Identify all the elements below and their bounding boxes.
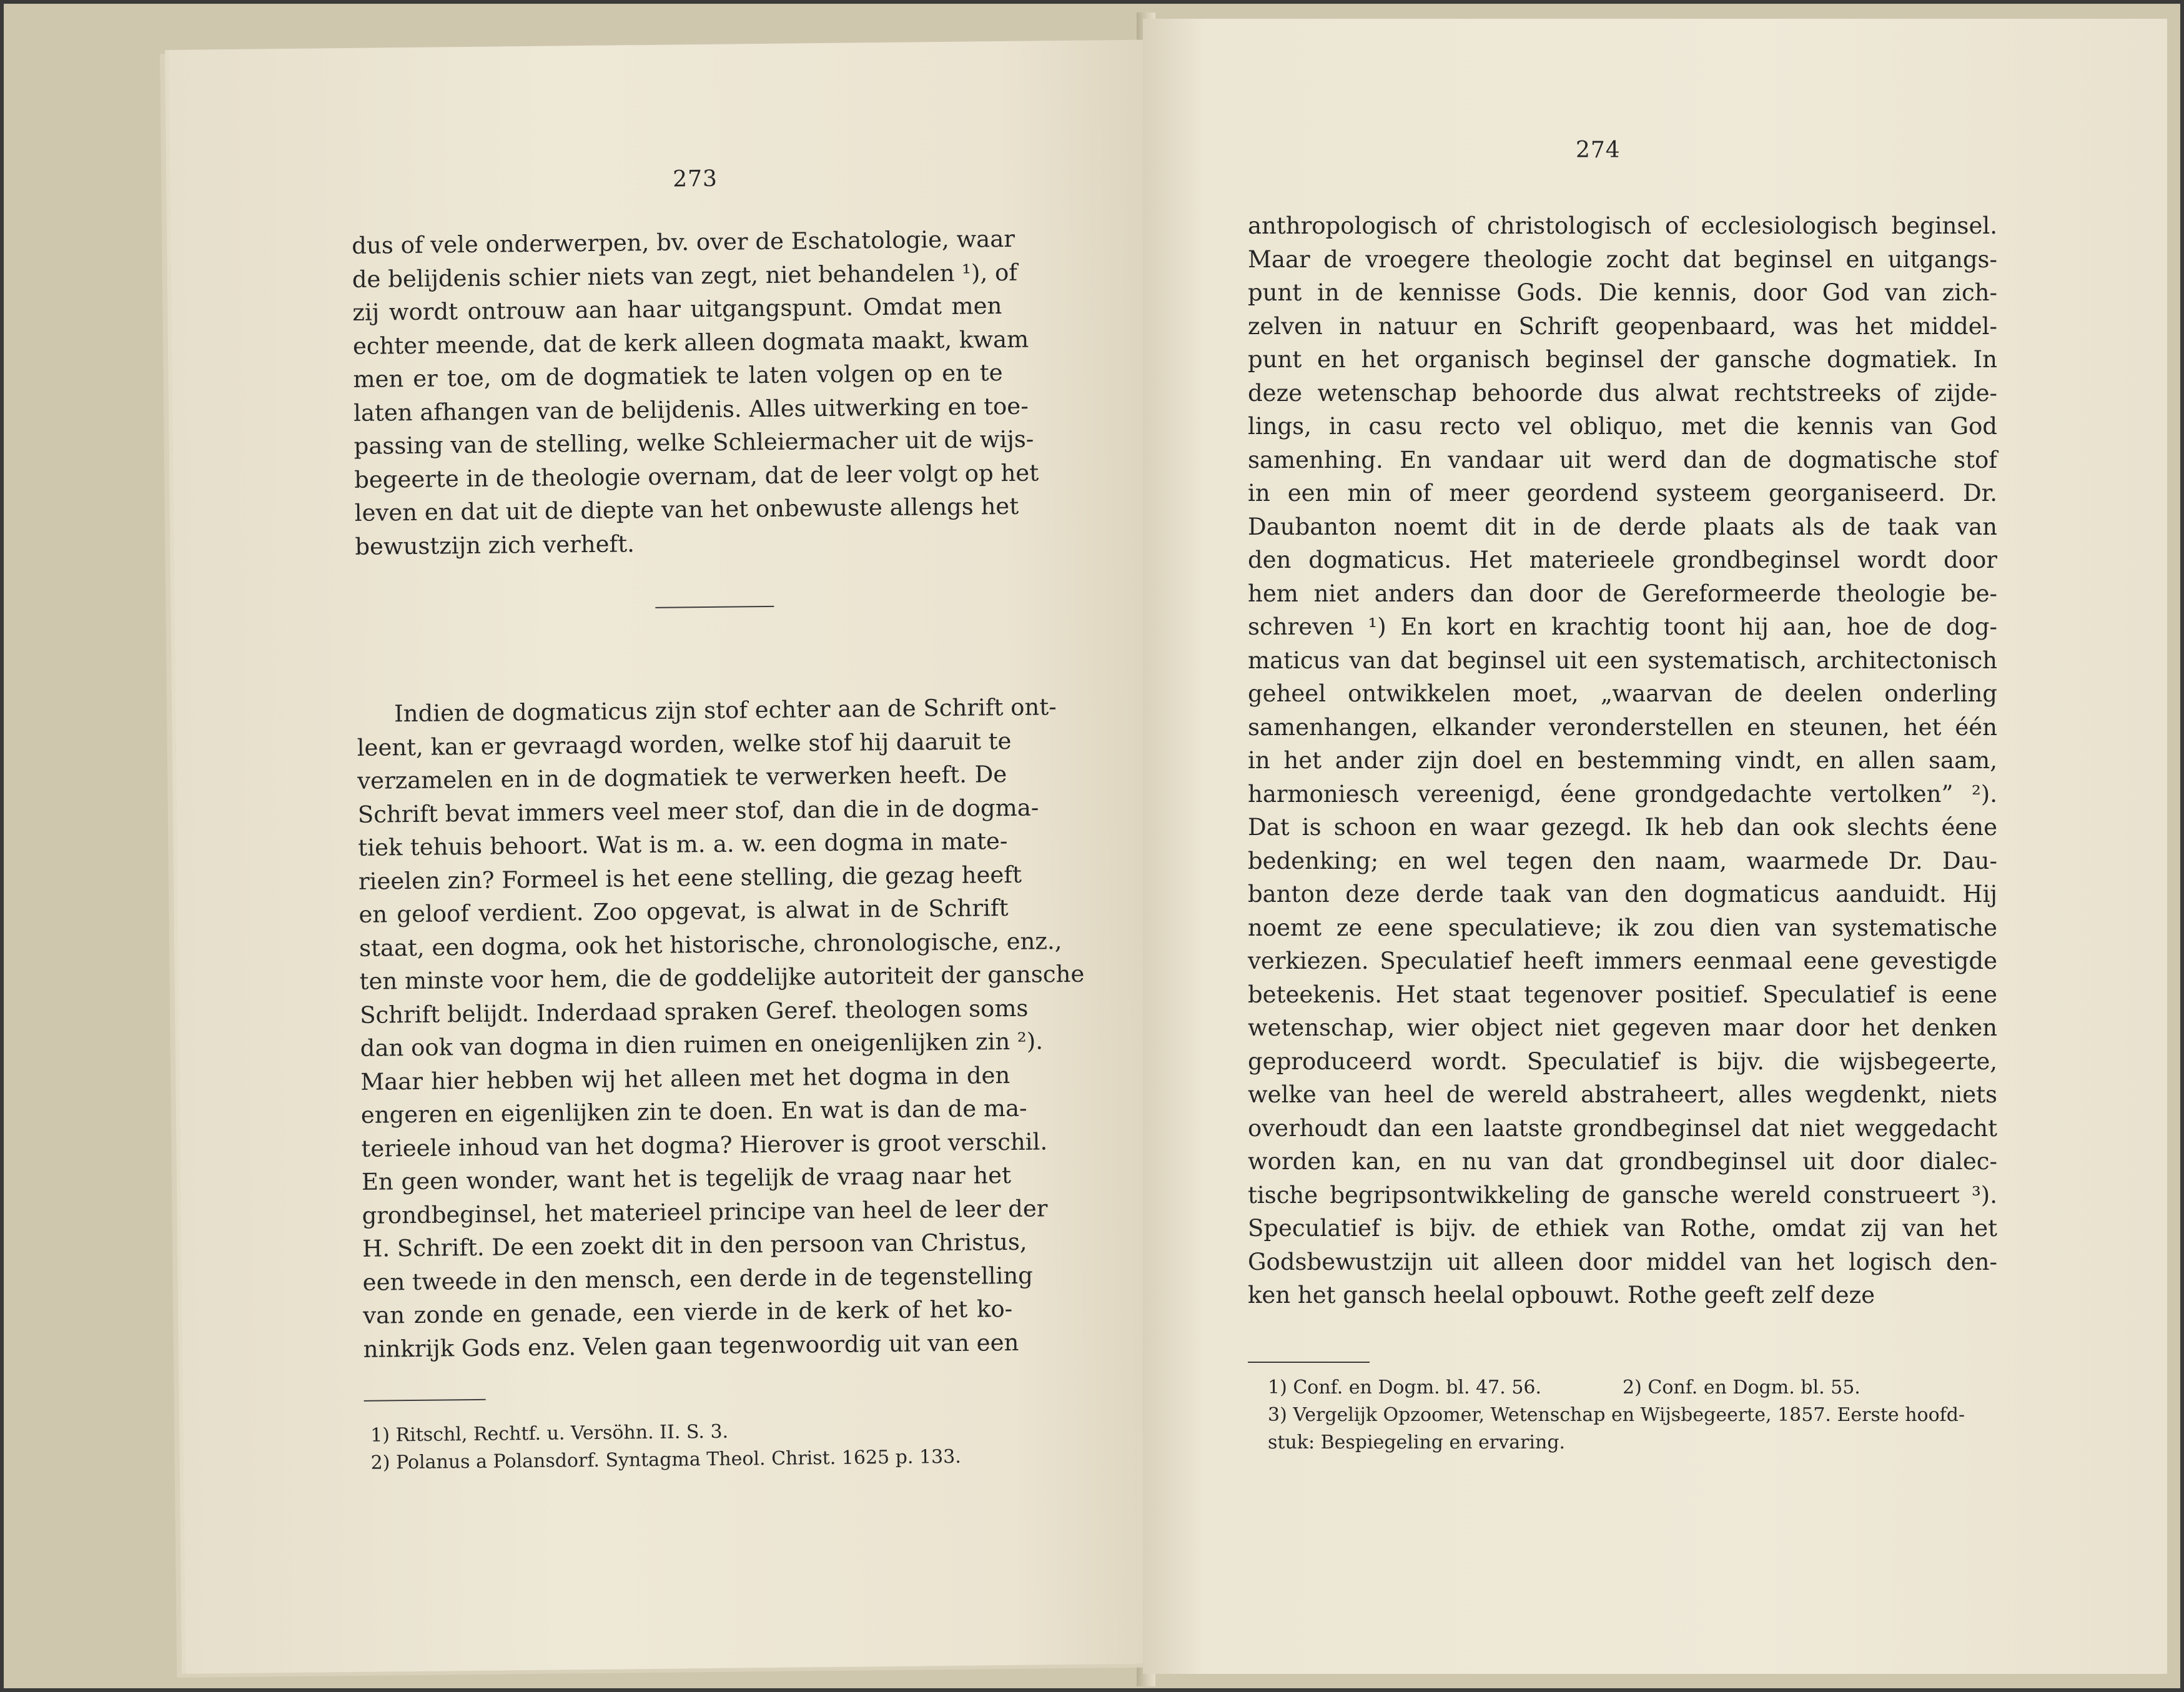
text-line: dus of vele onderwerpen, bv. over de Eschatologie, waar	[352, 225, 1015, 259]
footnote-rule-left	[364, 1399, 486, 1402]
text-line: punt en het organisch beginsel der gansche dogmatiek. In	[1248, 346, 1997, 373]
text-line: passing van de stelling, welke Schleiermacher uit de wijs-	[353, 425, 1034, 460]
text-line: worden kan, en nu van dat grondbeginsel uit door dialec-	[1248, 1148, 1997, 1175]
text-line: dan ook van dogma in dien ruimen en oneigenlijken zin ²).	[360, 1027, 1044, 1062]
text-line: Dat is schoon en waar gezegd. Ik heb dan ook slechts éene	[1248, 814, 1997, 841]
right-page	[1143, 19, 2167, 1674]
left-paragraph-1	[352, 222, 1039, 563]
text-line: noemt ze eene speculatieve; ik zou dien van systematische	[1248, 914, 1997, 941]
text-line: Schrift belijdt. Inderdaad spraken Geref. theologen soms	[359, 994, 1029, 1029]
text-line: rieelen zin? Formeel is het eene stelling, die gezag heeft	[358, 861, 1022, 895]
text-line: leven en dat uit de diepte van het onbewuste allengs het	[354, 492, 1019, 527]
text-line: de belijdenis schier niets van zegt, niet behandelen ¹), of	[352, 259, 1018, 293]
text-line: den dogmaticus. Het materieele grondbeginsel wordt door	[1248, 547, 1997, 573]
text-line: samenhing. En vandaar uit werd dan de dogmatische stof	[1248, 446, 1997, 473]
text-line: verzamelen en in de dogmatiek te verwerken heeft. De	[357, 761, 1007, 794]
text-line: in een min of meer geordend systeem georganiseerd. Dr.	[1248, 480, 1997, 507]
footnote-2: 2) Conf. en Dogm. bl. 55.	[1623, 1377, 1860, 1398]
footnote: 1) Ritschl, Rechtf. u. Versöhn. II. S. 3.	[370, 1420, 729, 1447]
text-line: terieele inhoud van het dogma? Hierover is groot verschil.	[361, 1127, 1048, 1162]
footnote-3-line-2: stuk: Bespiegeling en ervaring.	[1268, 1432, 1566, 1453]
text-line: laten afhangen van de belijdenis. Alles uitwerking en toe-	[353, 392, 1029, 427]
left-page	[169, 40, 1160, 1674]
text-line: bedenking; en wel tegen den naam, waarmede Dr. Dau-	[1248, 847, 1997, 874]
text-line: Maar de vroegere theologie zocht dat beginsel en uitgangs-	[1248, 245, 1997, 273]
text-line: geproduceerd wordt. Speculatief is bijv. die wijsbegeerte,	[1248, 1047, 1997, 1075]
text-line: schreven ¹) En kort en krachtig toont hij aan, hoe de dog-	[1248, 613, 1997, 640]
text-line: lings, in casu recto vel obliquo, met die kennis van God	[1248, 413, 1997, 440]
left-paragraph-2	[357, 691, 1085, 1366]
text-line: tiek tehuis behoort. Wat is m. a. w. een dogma in mate-	[358, 828, 1008, 861]
text-line: van zonde en genade, een vierde in de kerk of het ko-	[363, 1295, 1013, 1329]
text-line: bewustzijn zich verheft.	[355, 530, 635, 560]
text-line: Daubanton noemt dit in de derde plaats als de taak van	[1248, 513, 1997, 540]
text-line: een tweede in den mensch, een derde in de tegenstelling	[362, 1262, 1034, 1296]
text-line: zelven in natuur en Schrift geopenbaard, was het middel-	[1248, 312, 1997, 340]
text-line: harmoniesch vereenigd, éene grondgedachte vertolken” ²).	[1248, 780, 1997, 808]
text-line: H. Schrift. De een zoekt dit in den persoon van Christus,	[362, 1228, 1027, 1262]
text-line: zij wordt ontrouw aan haar uitgangspunt. Omdat men	[352, 292, 1002, 326]
text-line: grondbeginsel, het materieel principe van heel de leer der	[362, 1194, 1048, 1229]
text-line: engeren en eigenlijken zin te doen. En wat is dan de ma-	[360, 1094, 1027, 1129]
text-line: begeerte in de theologie overnam, dat de leer volgt op het	[353, 458, 1039, 493]
text-line: en geloof verdient. Zoo opgevat, is alwat in de Schrift	[358, 894, 1009, 928]
text-line: tische begripsontwikkeling de gansche wereld construeert ³).	[1248, 1181, 1997, 1209]
footnote-1: 1) Conf. en Dogm. bl. 47. 56.	[1268, 1377, 1542, 1398]
text-line: banton deze derde taak van den dogmaticus aanduidt. Hij	[1248, 881, 1997, 908]
text-line: welke van heel de wereld abstraheert, alles wegdenkt, niets	[1248, 1081, 1997, 1108]
left-footnotes	[370, 1415, 1058, 1477]
text-line: Speculatief is bijv. de ethiek van Rothe, omdat zij van het	[1248, 1215, 1997, 1242]
text-line: beteekenis. Het staat tegenover positief. Speculatief is eene	[1248, 981, 1997, 1008]
text-line: Schrift bevat immers veel meer stof, dan die in de dogma-	[357, 793, 1039, 828]
footnote-3-line-1: 3) Vergelijk Opzoomer, Wetenschap en Wijsbegeerte, 1857. Eerste hoofd-	[1268, 1404, 1965, 1426]
text-line: anthropologisch of christologisch of ecclesiologisch beginsel.	[1248, 212, 1997, 239]
text-line: maticus van dat beginsel uit een systematisch, architectonisch	[1248, 646, 1997, 674]
text-line: deze wetenschap behoorde dus alwat rechtstreeks of zijde-	[1248, 379, 1997, 407]
right-footnotes	[1268, 1374, 2055, 1457]
footnote-row-1-2	[1268, 1374, 2055, 1402]
text-line: hem niet anders dan door de Gereformeerde theologie be-	[1248, 580, 1997, 607]
text-line: wetenschap, wier object niet gegeven maar door het denken	[1248, 1014, 1997, 1041]
text-line: overhoudt dan een laatste grondbeginsel dat niet weggedacht	[1248, 1114, 1997, 1142]
text-line: staat, een dogma, ook het historische, chronologische, enz.,	[358, 927, 1062, 962]
text-line: punt in de kennisse Gods. Die kennis, door God van zich-	[1248, 279, 1997, 306]
text-line: ninkrijk Gods enz. Velen gaan tegenwoordig uit van een	[363, 1328, 1019, 1363]
text-line: samenhangen, elkander veronderstellen en steunen, het één	[1248, 713, 1997, 741]
footnote: 2) Polanus a Polansdorf. Syntagma Theol. Christ. 1625 p. 133.	[370, 1445, 961, 1474]
page-number-left: 273	[672, 166, 718, 192]
section-separator	[655, 606, 774, 608]
text-line: Indien de dogmaticus zijn stof echter aan de Schrift ont-	[393, 693, 1057, 728]
text-line: Godsbewustzijn uit alleen door middel van het logisch den-	[1248, 1248, 1997, 1275]
page-number-right: 274	[1576, 137, 1621, 163]
text-line: in het ander zijn doel en bestemming vindt, en allen saam,	[1248, 747, 1997, 774]
text-line: men er toe, om de dogmatiek te laten volgen op en te	[353, 359, 1003, 393]
text-line: leent, kan er gevraagd worden, welke stof hij daaruit te	[357, 727, 1012, 761]
text-line: verkiezen. Speculatief heeft immers eenmaal eene gevestigde	[1248, 947, 1997, 974]
text-line: echter meende, dat de kerk alleen dogmata maakt, kwam	[352, 325, 1029, 360]
right-body-text	[1248, 209, 1997, 1312]
text-line: geheel ontwikkelen moet, „waarvan de deelen onderling	[1248, 680, 1997, 707]
text-line: ken het gansch heelal opbouwt. Rothe geeft zelf deze	[1248, 1282, 1875, 1309]
text-line: ten minste voor hem, die de goddelijke autoriteit der gansche	[359, 960, 1085, 995]
footnote-rule-right	[1248, 1362, 1370, 1363]
text-line: En geen wonder, want het is tegelijk de vraag naar het	[361, 1161, 1012, 1195]
text-line: Maar hier hebben wij het alleen met het dogma in den	[360, 1061, 1010, 1096]
